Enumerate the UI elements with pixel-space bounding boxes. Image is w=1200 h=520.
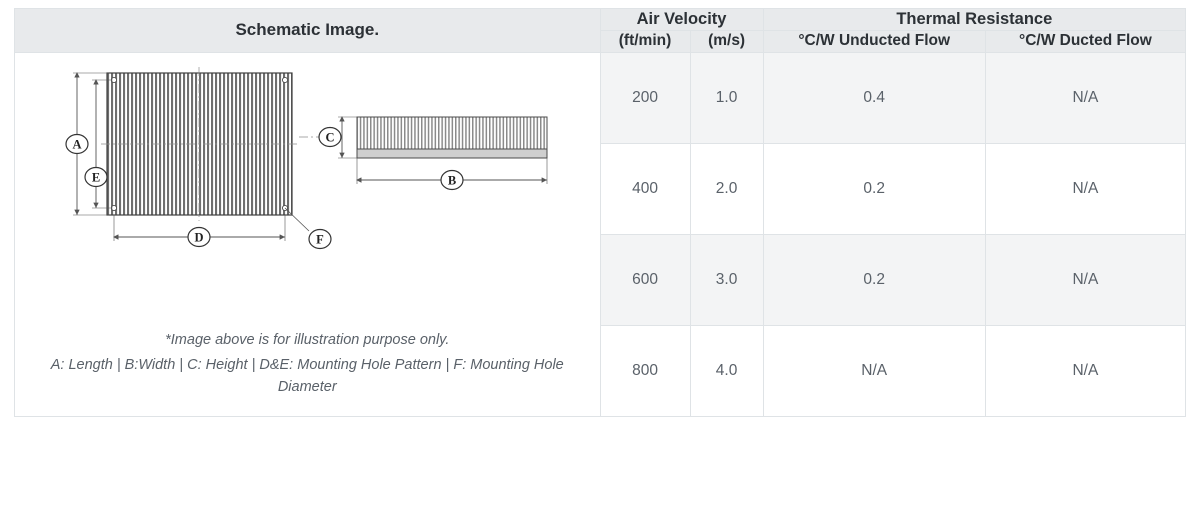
column-header-ftmin: (ft/min) xyxy=(600,31,690,52)
cell-ducted: N/A xyxy=(985,325,1185,416)
schematic-note: *Image above is for illustration purpose only. xyxy=(165,332,450,349)
cell-unducted: 0.4 xyxy=(763,52,985,143)
table-body xyxy=(15,52,1186,416)
cell-unducted: 0.2 xyxy=(763,143,985,234)
svg-text:E: E xyxy=(92,170,101,185)
table-header xyxy=(15,9,1186,53)
cell-ms: 1.0 xyxy=(690,52,763,143)
cell-ftmin: 800 xyxy=(600,325,690,416)
heatsink-schematic-svg xyxy=(47,59,567,259)
svg-text:B: B xyxy=(448,173,457,188)
air-velocity-header: Air Velocity xyxy=(600,9,763,31)
cell-ducted: N/A xyxy=(985,234,1185,325)
cell-ducted: N/A xyxy=(985,143,1185,234)
cell-ftmin: 600 xyxy=(600,234,690,325)
cell-unducted: 0.2 xyxy=(763,234,985,325)
thermal-resistance-table xyxy=(14,8,1186,417)
schematic-image-cell xyxy=(15,52,601,416)
svg-text:A: A xyxy=(72,137,82,152)
svg-text:D: D xyxy=(194,230,204,245)
table-row xyxy=(15,52,1186,143)
cell-ms: 2.0 xyxy=(690,143,763,234)
column-header-unducted-flow: °C/W Unducted Flow xyxy=(763,31,985,52)
schematic-wrap xyxy=(15,53,600,413)
column-header-ms: (m/s) xyxy=(690,31,763,52)
column-header-ducted-flow: °C/W Ducted Flow xyxy=(985,31,1185,52)
cell-unducted: N/A xyxy=(763,325,985,416)
schematic-image-header: Schematic Image. xyxy=(15,9,601,53)
svg-text:F: F xyxy=(316,232,325,247)
schematic-caption xyxy=(15,329,600,398)
schematic-legend: A: Length | B:Width | C: Height | D&E: Mounting Hole Pattern | F: Mounting Hole Diameter xyxy=(50,356,564,396)
cell-ftmin: 400 xyxy=(600,143,690,234)
cell-ms: 3.0 xyxy=(690,234,763,325)
cell-ftmin: 200 xyxy=(600,52,690,143)
table-header-row-1 xyxy=(15,9,1186,31)
cell-ducted: N/A xyxy=(985,52,1185,143)
svg-text:C: C xyxy=(325,130,335,145)
heatsink-diagram xyxy=(15,59,600,259)
thermal-resistance-header: Thermal Resistance xyxy=(763,9,1185,31)
cell-ms: 4.0 xyxy=(690,325,763,416)
